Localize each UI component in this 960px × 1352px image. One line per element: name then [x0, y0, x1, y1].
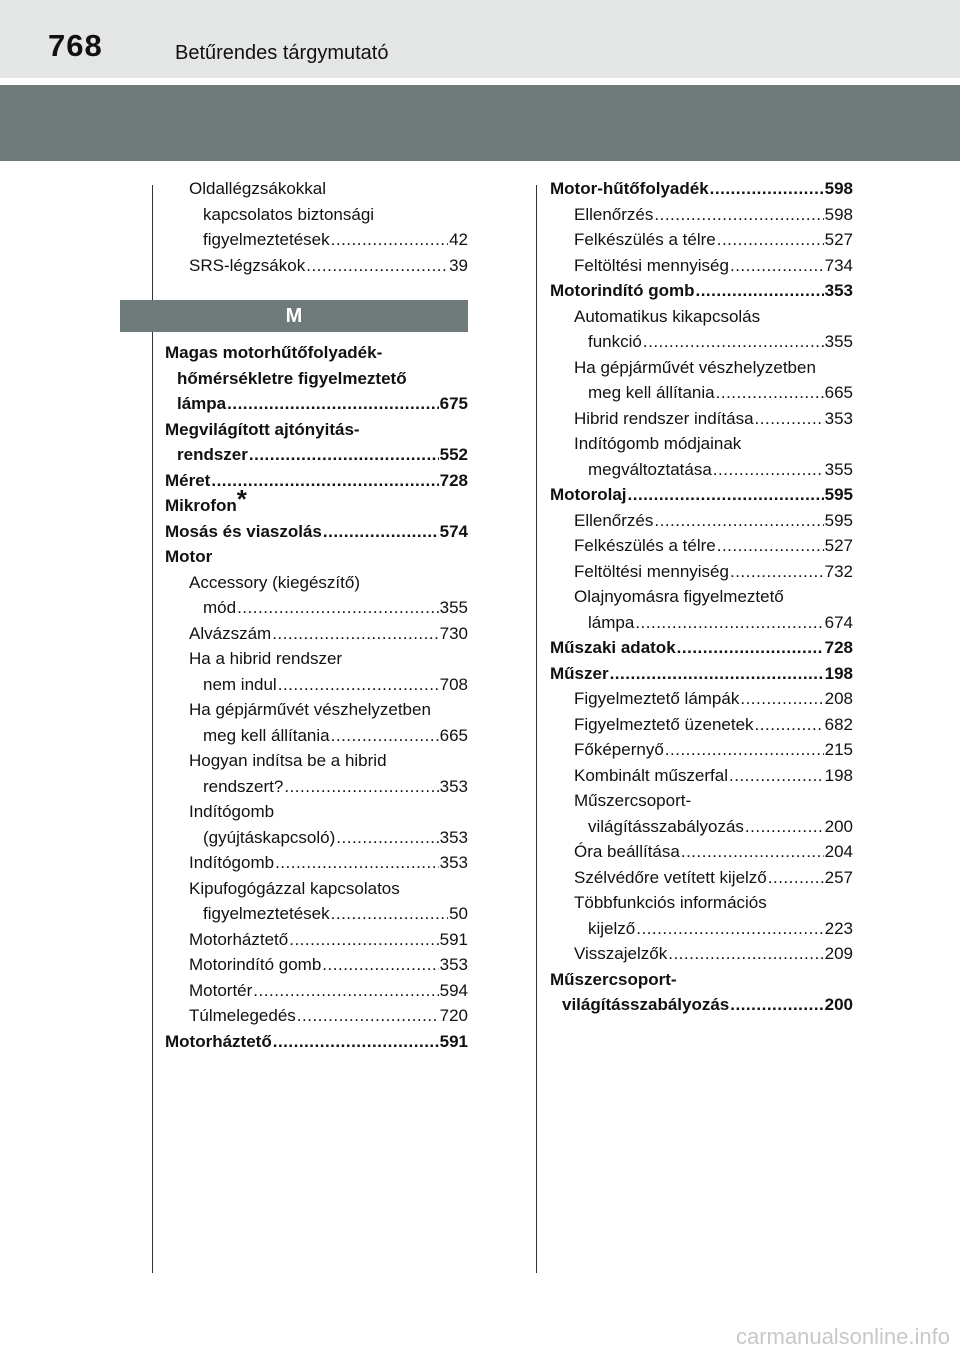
entry-text: Motorolaj — [550, 485, 627, 504]
entry-page-number: 674 — [824, 612, 853, 632]
leader-dots — [273, 1029, 439, 1055]
entry-text: kijelző — [588, 918, 636, 938]
index-entry — [165, 366, 468, 392]
left-top-entries — [165, 176, 468, 278]
entry-page-number: 730 — [439, 623, 468, 643]
entry-page-number: 527 — [824, 536, 853, 555]
entry-text: Mosás és viaszolás — [165, 521, 322, 541]
leader-dots — [730, 992, 823, 1018]
left-column — [165, 176, 468, 1054]
header-band — [0, 85, 960, 161]
entry-page-number: 353 — [824, 281, 853, 300]
entry-text: figyelmeztetések — [203, 904, 330, 923]
index-entry — [550, 686, 853, 712]
entry-page-number: 198 — [824, 663, 853, 683]
index-entry — [165, 876, 468, 902]
entry-text: Túlmelegedés — [189, 1006, 296, 1025]
entry-page-number: 598 — [824, 179, 853, 198]
entry-text: Motorindító gomb — [189, 955, 322, 974]
entry-text: Motorháztető — [189, 929, 289, 949]
entry-text: Többfunkciós információs — [574, 893, 767, 912]
leader-dots — [331, 227, 448, 253]
index-entry — [550, 380, 853, 406]
index-entry — [165, 484, 468, 519]
entry-text: Ellenőrzés — [574, 510, 654, 530]
leader-dots — [322, 952, 438, 978]
entry-text: figyelmeztetések — [203, 230, 330, 249]
entry-text: Főképernyő — [574, 740, 664, 759]
entry-page-number: 728 — [439, 470, 468, 490]
entry-page-number: 527 — [824, 230, 853, 249]
index-entry — [550, 890, 853, 916]
leader-dots — [306, 253, 448, 279]
index-entry — [550, 635, 853, 661]
entry-text: Felkészülés a télre — [574, 230, 716, 249]
entry-page-number: 208 — [824, 689, 853, 708]
entry-text: Kombinált műszerfal — [574, 765, 729, 785]
leader-dots — [755, 712, 824, 738]
entry-page-number: 223 — [824, 918, 853, 938]
index-entry — [165, 621, 468, 647]
leader-dots — [665, 737, 824, 763]
index-entry — [550, 176, 853, 202]
entry-text: Hibrid rendszer indítása — [574, 408, 754, 428]
entry-text: világításszabályozás — [562, 995, 730, 1014]
entry-text: világításszabályozás — [588, 816, 744, 836]
entry-text: lámpa — [588, 612, 635, 632]
entry-text: rendszert? — [203, 776, 284, 796]
entry-page-number: 595 — [824, 510, 853, 530]
leader-dots — [331, 901, 448, 927]
leader-dots — [668, 941, 823, 967]
leader-dots — [227, 391, 438, 417]
left-rule — [152, 185, 153, 1273]
entry-page-number: 665 — [439, 725, 468, 745]
index-entry — [550, 559, 853, 585]
index-entry — [165, 774, 468, 800]
entry-text: Olajnyomásra figyelmeztető — [574, 587, 784, 606]
entry-page-number: 355 — [824, 459, 853, 479]
entry-text: Motor-hűtőfolyadék — [550, 179, 709, 198]
leader-dots — [713, 457, 824, 483]
index-entry — [165, 468, 468, 494]
entry-text: Feltöltési mennyiség — [574, 255, 729, 275]
entry-text: rendszer — [177, 445, 248, 464]
leader-dots — [729, 763, 824, 789]
index-entry — [550, 737, 853, 763]
index-entry — [550, 992, 853, 1018]
index-entry — [165, 595, 468, 621]
entry-page-number: 552 — [439, 445, 468, 464]
entry-text: nem indul — [203, 674, 277, 694]
entry-text: lámpa — [177, 394, 227, 413]
entry-text: Visszajelzők — [574, 944, 668, 963]
leader-dots — [677, 635, 824, 661]
entry-text: Szélvédőre vetített kijelző — [574, 867, 767, 887]
leader-dots — [695, 278, 823, 304]
entry-text: Oldallégzsákokkal — [189, 179, 327, 198]
entry-page-number: 42 — [449, 230, 468, 249]
entry-text: Figyelmeztető lámpák — [574, 689, 740, 708]
entry-text: mód — [203, 598, 237, 617]
index-entry — [165, 723, 468, 749]
entry-text: Műszaki adatok — [550, 638, 676, 657]
index-entry — [550, 202, 853, 228]
entry-text: Műszercsoport- — [574, 791, 692, 810]
entry-text: Ha gépjárművét vészhelyzetben — [189, 700, 431, 719]
index-entry — [550, 865, 853, 891]
index-entry — [550, 533, 853, 559]
entry-text: hőmérsékletre figyelmeztető — [177, 368, 407, 388]
index-entry — [165, 1003, 468, 1029]
leader-dots — [297, 1003, 439, 1029]
index-entry — [165, 748, 468, 774]
index-entry — [165, 799, 468, 825]
entry-text: Alvázszám — [189, 623, 272, 643]
entry-page-number: 598 — [824, 204, 853, 224]
entry-page-number: 215 — [824, 740, 853, 759]
index-entry — [550, 253, 853, 279]
entry-page-number: 734 — [824, 255, 853, 275]
index-entry — [550, 227, 853, 253]
entry-page-number: 594 — [439, 980, 468, 1000]
entry-page-number: 204 — [824, 842, 853, 861]
entry-page-number: 200 — [824, 995, 853, 1014]
index-entry — [550, 355, 853, 381]
index-entry — [165, 391, 468, 417]
index-entry — [165, 519, 468, 545]
entry-page-number: 728 — [824, 638, 853, 657]
index-entry — [550, 406, 853, 432]
index-entry — [165, 253, 468, 279]
watermark: carmanualsonline.info — [735, 1324, 950, 1349]
entry-page-number: 574 — [439, 521, 468, 541]
entry-text: Kipufogógázzal kapcsolatos — [189, 878, 400, 898]
right-column — [550, 176, 853, 1018]
leader-dots — [253, 978, 438, 1004]
section-header-m: M — [120, 300, 468, 332]
entry-page-number: 257 — [824, 867, 853, 887]
leader-dots — [289, 927, 438, 953]
index-entry — [165, 927, 468, 953]
entry-text: Indítógomb módjainak — [574, 434, 742, 453]
header-bar — [0, 0, 960, 78]
entry-page-number: 708 — [439, 674, 468, 694]
index-entry — [550, 508, 853, 534]
index-entry — [165, 901, 468, 927]
leader-dots — [654, 508, 823, 534]
center-rule — [536, 185, 537, 1273]
index-entry — [550, 712, 853, 738]
index-entry — [550, 610, 853, 636]
index-entry — [550, 457, 853, 483]
entry-text: meg kell állítania — [203, 725, 330, 745]
entry-page-number: 353 — [439, 827, 468, 847]
index-entry — [165, 978, 468, 1004]
index-entry — [550, 941, 853, 967]
entry-text: Indítógomb — [189, 853, 275, 872]
leader-dots — [237, 595, 439, 621]
entry-text: meg kell állítania — [588, 383, 715, 402]
index-entry — [550, 431, 853, 457]
entry-text: (gyújtáskapcsoló) — [203, 827, 336, 847]
leader-dots — [755, 406, 824, 432]
page-number: 768 — [48, 28, 103, 63]
index-entry — [550, 788, 853, 814]
entry-text: Mikrofon — [165, 496, 237, 515]
index-entry — [165, 1029, 468, 1055]
entry-text: Műszercsoport- — [550, 969, 677, 989]
index-entry — [165, 672, 468, 698]
index-entry — [550, 839, 853, 865]
entry-text: Figyelmeztető üzenetek — [574, 714, 754, 734]
leader-dots — [610, 661, 824, 687]
leader-dots — [717, 533, 824, 559]
index-entry — [550, 584, 853, 610]
entry-page-number: 198 — [824, 765, 853, 785]
index-entry — [550, 329, 853, 355]
index-entry — [165, 417, 468, 443]
entry-page-number: 591 — [439, 1031, 468, 1051]
leader-dots — [740, 686, 823, 712]
entry-text: Motor — [165, 547, 213, 566]
entry-text: Motortér — [189, 980, 253, 1000]
index-entry — [550, 763, 853, 789]
entry-text: Ha gépjárművét vészhelyzetben — [574, 357, 816, 377]
entry-page-number: 720 — [439, 1006, 468, 1025]
leader-dots — [336, 825, 438, 851]
entry-page-number: 353 — [439, 955, 468, 974]
leader-dots — [716, 380, 824, 406]
entry-page-number: 353 — [439, 776, 468, 796]
index-entry — [165, 825, 468, 851]
entry-text: Megvilágított ajtónyitás- — [165, 419, 360, 439]
index-entry — [165, 850, 468, 876]
index-entry — [165, 227, 468, 253]
entry-page-number: 675 — [439, 394, 468, 413]
entry-page-number: 209 — [824, 944, 853, 963]
index-entry — [165, 442, 468, 468]
leader-dots — [681, 839, 824, 865]
index-entry — [165, 202, 468, 228]
page-title: Betűrendes tárgymutató — [175, 42, 389, 64]
index-entry — [165, 697, 468, 723]
asterisk-mark: * — [236, 484, 247, 515]
entry-text: megváltoztatása — [588, 459, 712, 479]
entry-text: Hogyan indítsa be a hibrid — [189, 751, 387, 770]
index-entry — [550, 661, 853, 687]
entry-page-number: 50 — [449, 904, 468, 923]
entry-text: Motorindító gomb — [550, 281, 695, 300]
index-entry — [165, 952, 468, 978]
right-main-entries — [550, 176, 853, 1018]
leader-dots — [768, 865, 824, 891]
entry-page-number: 353 — [439, 853, 468, 872]
entry-page-number: 732 — [824, 561, 853, 581]
index-entry — [550, 814, 853, 840]
leader-dots — [730, 253, 824, 279]
entry-page-number: 665 — [824, 383, 853, 402]
entry-page-number: 591 — [439, 929, 468, 949]
index-entry — [550, 916, 853, 942]
leader-dots — [275, 850, 439, 876]
entry-text: Feltöltési mennyiség — [574, 561, 729, 581]
entry-text: Óra beállítása — [574, 842, 680, 861]
entry-text: SRS-légzsákok — [189, 255, 306, 275]
index-entry — [550, 278, 853, 304]
index-entry — [550, 967, 853, 993]
leader-dots — [323, 519, 439, 545]
entry-page-number: 595 — [824, 485, 853, 504]
index-entry — [165, 544, 468, 570]
entry-page-number: 355 — [439, 598, 468, 617]
index-entry — [165, 340, 468, 366]
leader-dots — [717, 227, 824, 253]
entry-text: Ha a hibrid rendszer — [189, 649, 343, 668]
entry-page-number: 355 — [824, 332, 853, 351]
entry-text: Magas motorhűtőfolyadék- — [165, 343, 383, 362]
leader-dots — [628, 482, 824, 508]
left-main-entries — [165, 340, 468, 1054]
leader-dots — [249, 442, 439, 468]
entry-text: Műszer — [550, 663, 609, 683]
leader-dots — [745, 814, 824, 840]
leader-dots — [730, 559, 824, 585]
entry-text: Motorháztető — [165, 1031, 272, 1051]
entry-text: Accessory (kiegészítő) — [189, 572, 360, 592]
entry-text: Indítógomb — [189, 802, 275, 821]
index-entry — [165, 646, 468, 672]
entry-page-number: 200 — [824, 816, 853, 836]
entry-text: Felkészülés a télre — [574, 536, 716, 555]
leader-dots — [636, 916, 823, 942]
leader-dots — [635, 610, 823, 636]
entry-text: Automatikus kikapcsolás — [574, 306, 761, 326]
leader-dots — [272, 621, 438, 647]
entry-text: Ellenőrzés — [574, 204, 654, 224]
index-entry — [165, 570, 468, 596]
entry-page-number: 353 — [824, 408, 853, 428]
index-entry — [550, 482, 853, 508]
leader-dots — [284, 774, 438, 800]
leader-dots — [331, 723, 439, 749]
leader-dots — [278, 672, 439, 698]
entry-text: kapcsolatos biztonsági — [203, 204, 375, 224]
leader-dots — [643, 329, 824, 355]
leader-dots — [654, 202, 823, 228]
index-entry — [550, 304, 853, 330]
leader-dots — [710, 176, 824, 202]
entry-text: Méret — [165, 470, 211, 490]
index-entry — [165, 176, 468, 202]
entry-page-number: 39 — [449, 255, 468, 275]
entry-page-number: 682 — [824, 714, 853, 734]
entry-text: funkció — [588, 332, 642, 351]
